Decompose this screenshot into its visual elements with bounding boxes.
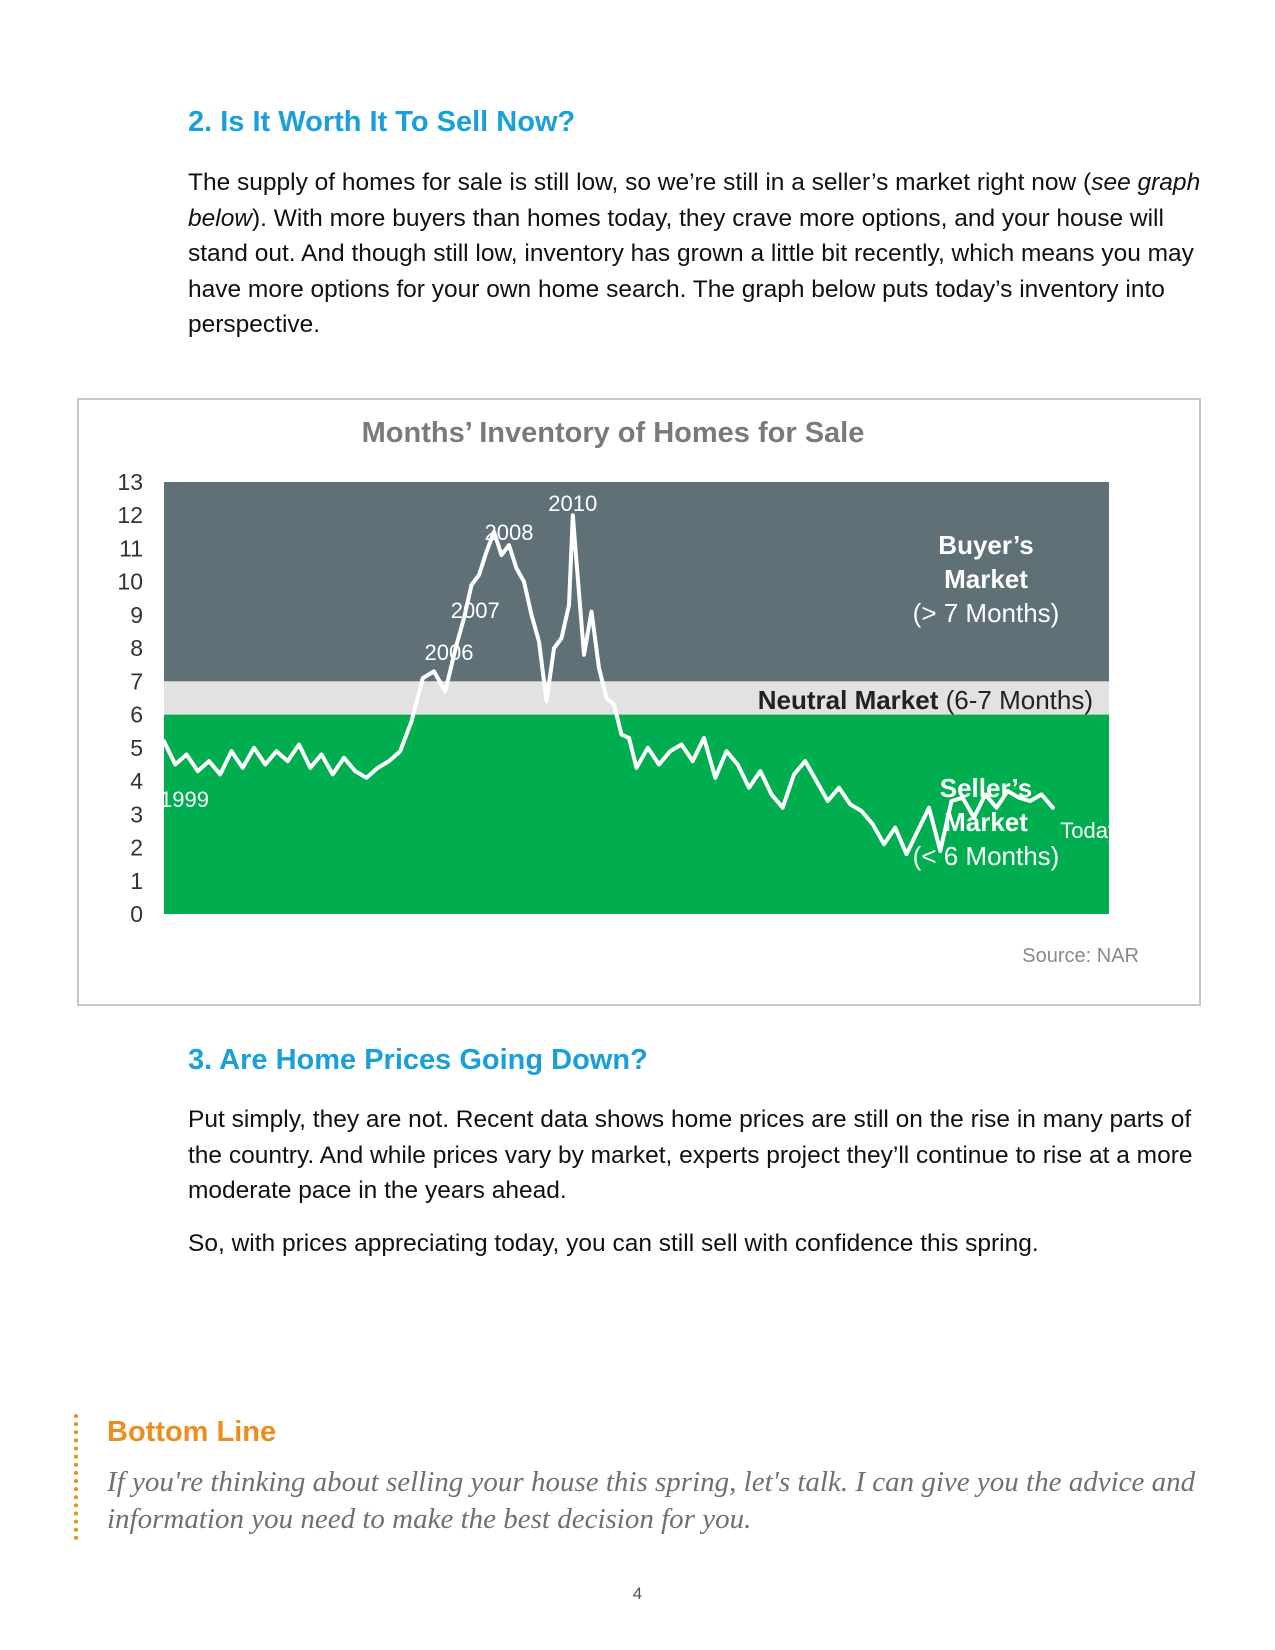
sellers-market-label-line2: Market	[944, 807, 1028, 837]
y-tick-label: 12	[117, 502, 143, 529]
chart-title: Months’ Inventory of Homes for Sale	[361, 417, 865, 449]
annotation-2010: 2010	[548, 491, 598, 516]
annotation-today: Today	[1060, 818, 1119, 843]
inventory-chart-container	[77, 398, 1201, 1006]
buyers-market-label-line3: (> 7 Months)	[912, 598, 1060, 628]
section-2-paragraph	[188, 165, 1208, 343]
bottom-line-text: If you're thinking about selling your house this spring, let's talk. I can give you the advice and information you need to make the best decision for you.	[107, 1466, 1196, 1535]
section-3-paragraph-2: So, with prices appreciating today, you can still sell with confidence this spring.	[188, 1230, 1039, 1257]
section-3-heading: 3. Are Home Prices Going Down?	[188, 1044, 648, 1076]
y-tick-label: 2	[130, 834, 143, 861]
inventory-chart	[79, 400, 1199, 1004]
y-tick-label: 4	[130, 768, 143, 795]
bottom-line-title: Bottom Line	[107, 1416, 277, 1448]
neutral-market-label-bold: Neutral Market	[757, 685, 939, 715]
annotation-1999: 1999	[160, 787, 209, 812]
y-tick-label: 8	[130, 635, 143, 662]
sellers-market-label-line1: Seller’s	[939, 773, 1033, 803]
section-2-heading: 2. Is It Worth It To Sell Now?	[188, 106, 576, 138]
sellers-market-label-line3: (< 6 Months)	[912, 841, 1060, 871]
neutral-market-label-rest: (6-7 Months)	[938, 685, 1093, 715]
y-tick-label: 13	[117, 469, 143, 495]
buyers-market-label-line2: Market	[944, 564, 1028, 594]
y-tick-label: 3	[130, 801, 143, 828]
annotation-2008: 2008	[484, 520, 534, 545]
y-tick-label: 6	[130, 701, 143, 728]
chart-source: Source: NAR	[1022, 945, 1139, 967]
section-2-text-a: The supply of homes for sale is still low, so we’re still in a seller’s market right now (	[188, 169, 1092, 196]
section-2-text-emphasis: see graph below	[188, 169, 1201, 232]
bottom-line-accent-bar	[74, 1414, 78, 1540]
y-tick-label: 5	[130, 734, 143, 761]
y-tick-label: 11	[119, 535, 143, 562]
section-3-paragraph-1: Put simply, they are not. Recent data shows home prices are still on the rise in many parts of the country. And while prices vary by market, experts project they’ll continue to rise at a more moderate pace in the years ahead.	[188, 1106, 1193, 1204]
y-tick-label: 10	[117, 568, 143, 595]
annotation-2006: 2006	[424, 640, 474, 665]
page-number: 4	[632, 1584, 643, 1603]
annotation-2007: 2007	[450, 598, 500, 623]
y-tick-label: 7	[130, 668, 143, 695]
buyers-market-label-line1: Buyer’s	[938, 530, 1034, 560]
y-tick-label: 1	[130, 867, 143, 894]
y-tick-label: 0	[130, 901, 143, 927]
section-2-text-b: ). With more buyers than homes today, they crave more options, and your house will stand out. And though still low, inventory has grown a little bit recently, which means you may have more options for your own home search. The graph below puts today’s inventory into perspective.	[188, 204, 1194, 338]
y-tick-label: 9	[130, 601, 143, 628]
neutral-market-label	[758, 685, 1093, 715]
